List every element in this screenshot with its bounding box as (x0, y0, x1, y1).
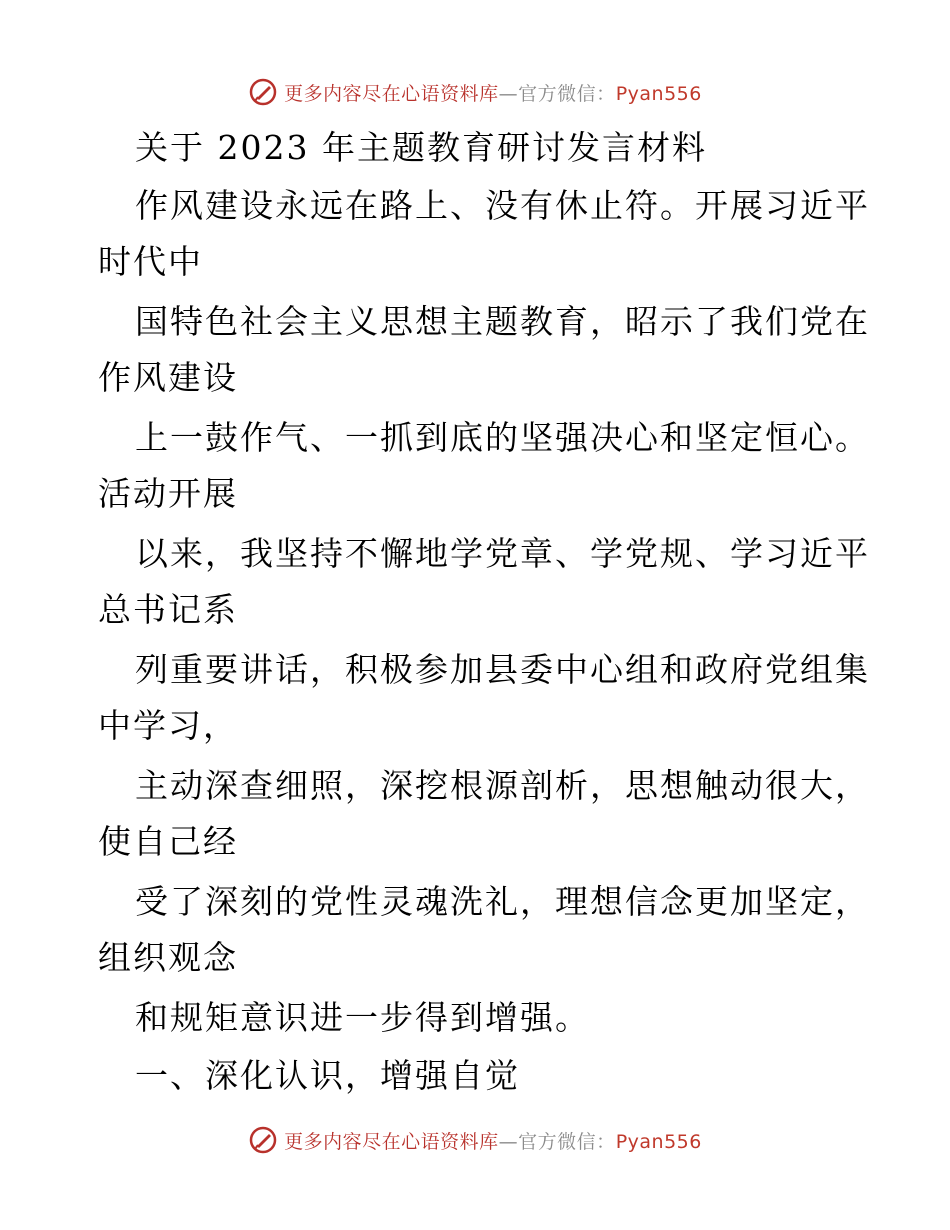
watermark-main-text: 更多内容尽在心语资料库 (284, 82, 499, 105)
paragraph-line: 作风建设永远在路上、没有休止符。开展习近平 (135, 186, 870, 225)
paragraph-line: 受了深刻的党性灵魂洗礼，理想信念更加坚定， (135, 882, 870, 921)
quill-logo-icon (248, 1125, 278, 1155)
paragraph-line: 总书记系 (98, 590, 238, 629)
paragraph-line: 使自己经 (98, 822, 238, 861)
document-title: 关于 2023 年主题教育研讨发言材料 (135, 128, 707, 167)
paragraph-line: 主动深查细照，深挖根源剖析，思想触动很大， (135, 766, 870, 805)
watermark-main-text: 更多内容尽在心语资料库 (284, 1130, 499, 1153)
footer-watermark-banner (0, 1120, 950, 1160)
watermark-dash-text: —官方微信： (498, 82, 616, 105)
paragraph-line: 上一鼓作气、一抓到底的坚强决心和坚定恒心。 (135, 418, 870, 457)
watermark-dash-text: —官方微信： (498, 1130, 616, 1153)
paragraph-line: 列重要讲话，积极参加县委中心组和政府党组集 (135, 650, 870, 689)
paragraph-line: 中学习， (98, 706, 238, 745)
paragraph-line: 作风建设 (98, 358, 238, 397)
paragraph-line: 活动开展 (98, 474, 238, 513)
watermark-wechat-id: Pyan556 (615, 1130, 702, 1153)
paragraph-line: 以来，我坚持不懈地学党章、学党规、学习近平 (135, 534, 870, 573)
paragraph-line: 国特色社会主义思想主题教育，昭示了我们党在 (135, 302, 870, 341)
header-watermark-banner (0, 72, 950, 112)
paragraph-line: 时代中 (98, 242, 203, 281)
quill-logo-icon (248, 77, 278, 107)
paragraph-line: 和规矩意识进一步得到增强。 (135, 998, 590, 1037)
paragraph-line: 组织观念 (98, 938, 238, 977)
watermark-wechat-id: Pyan556 (615, 82, 702, 105)
section-heading: 一、深化认识，增强自觉 (135, 1056, 520, 1095)
